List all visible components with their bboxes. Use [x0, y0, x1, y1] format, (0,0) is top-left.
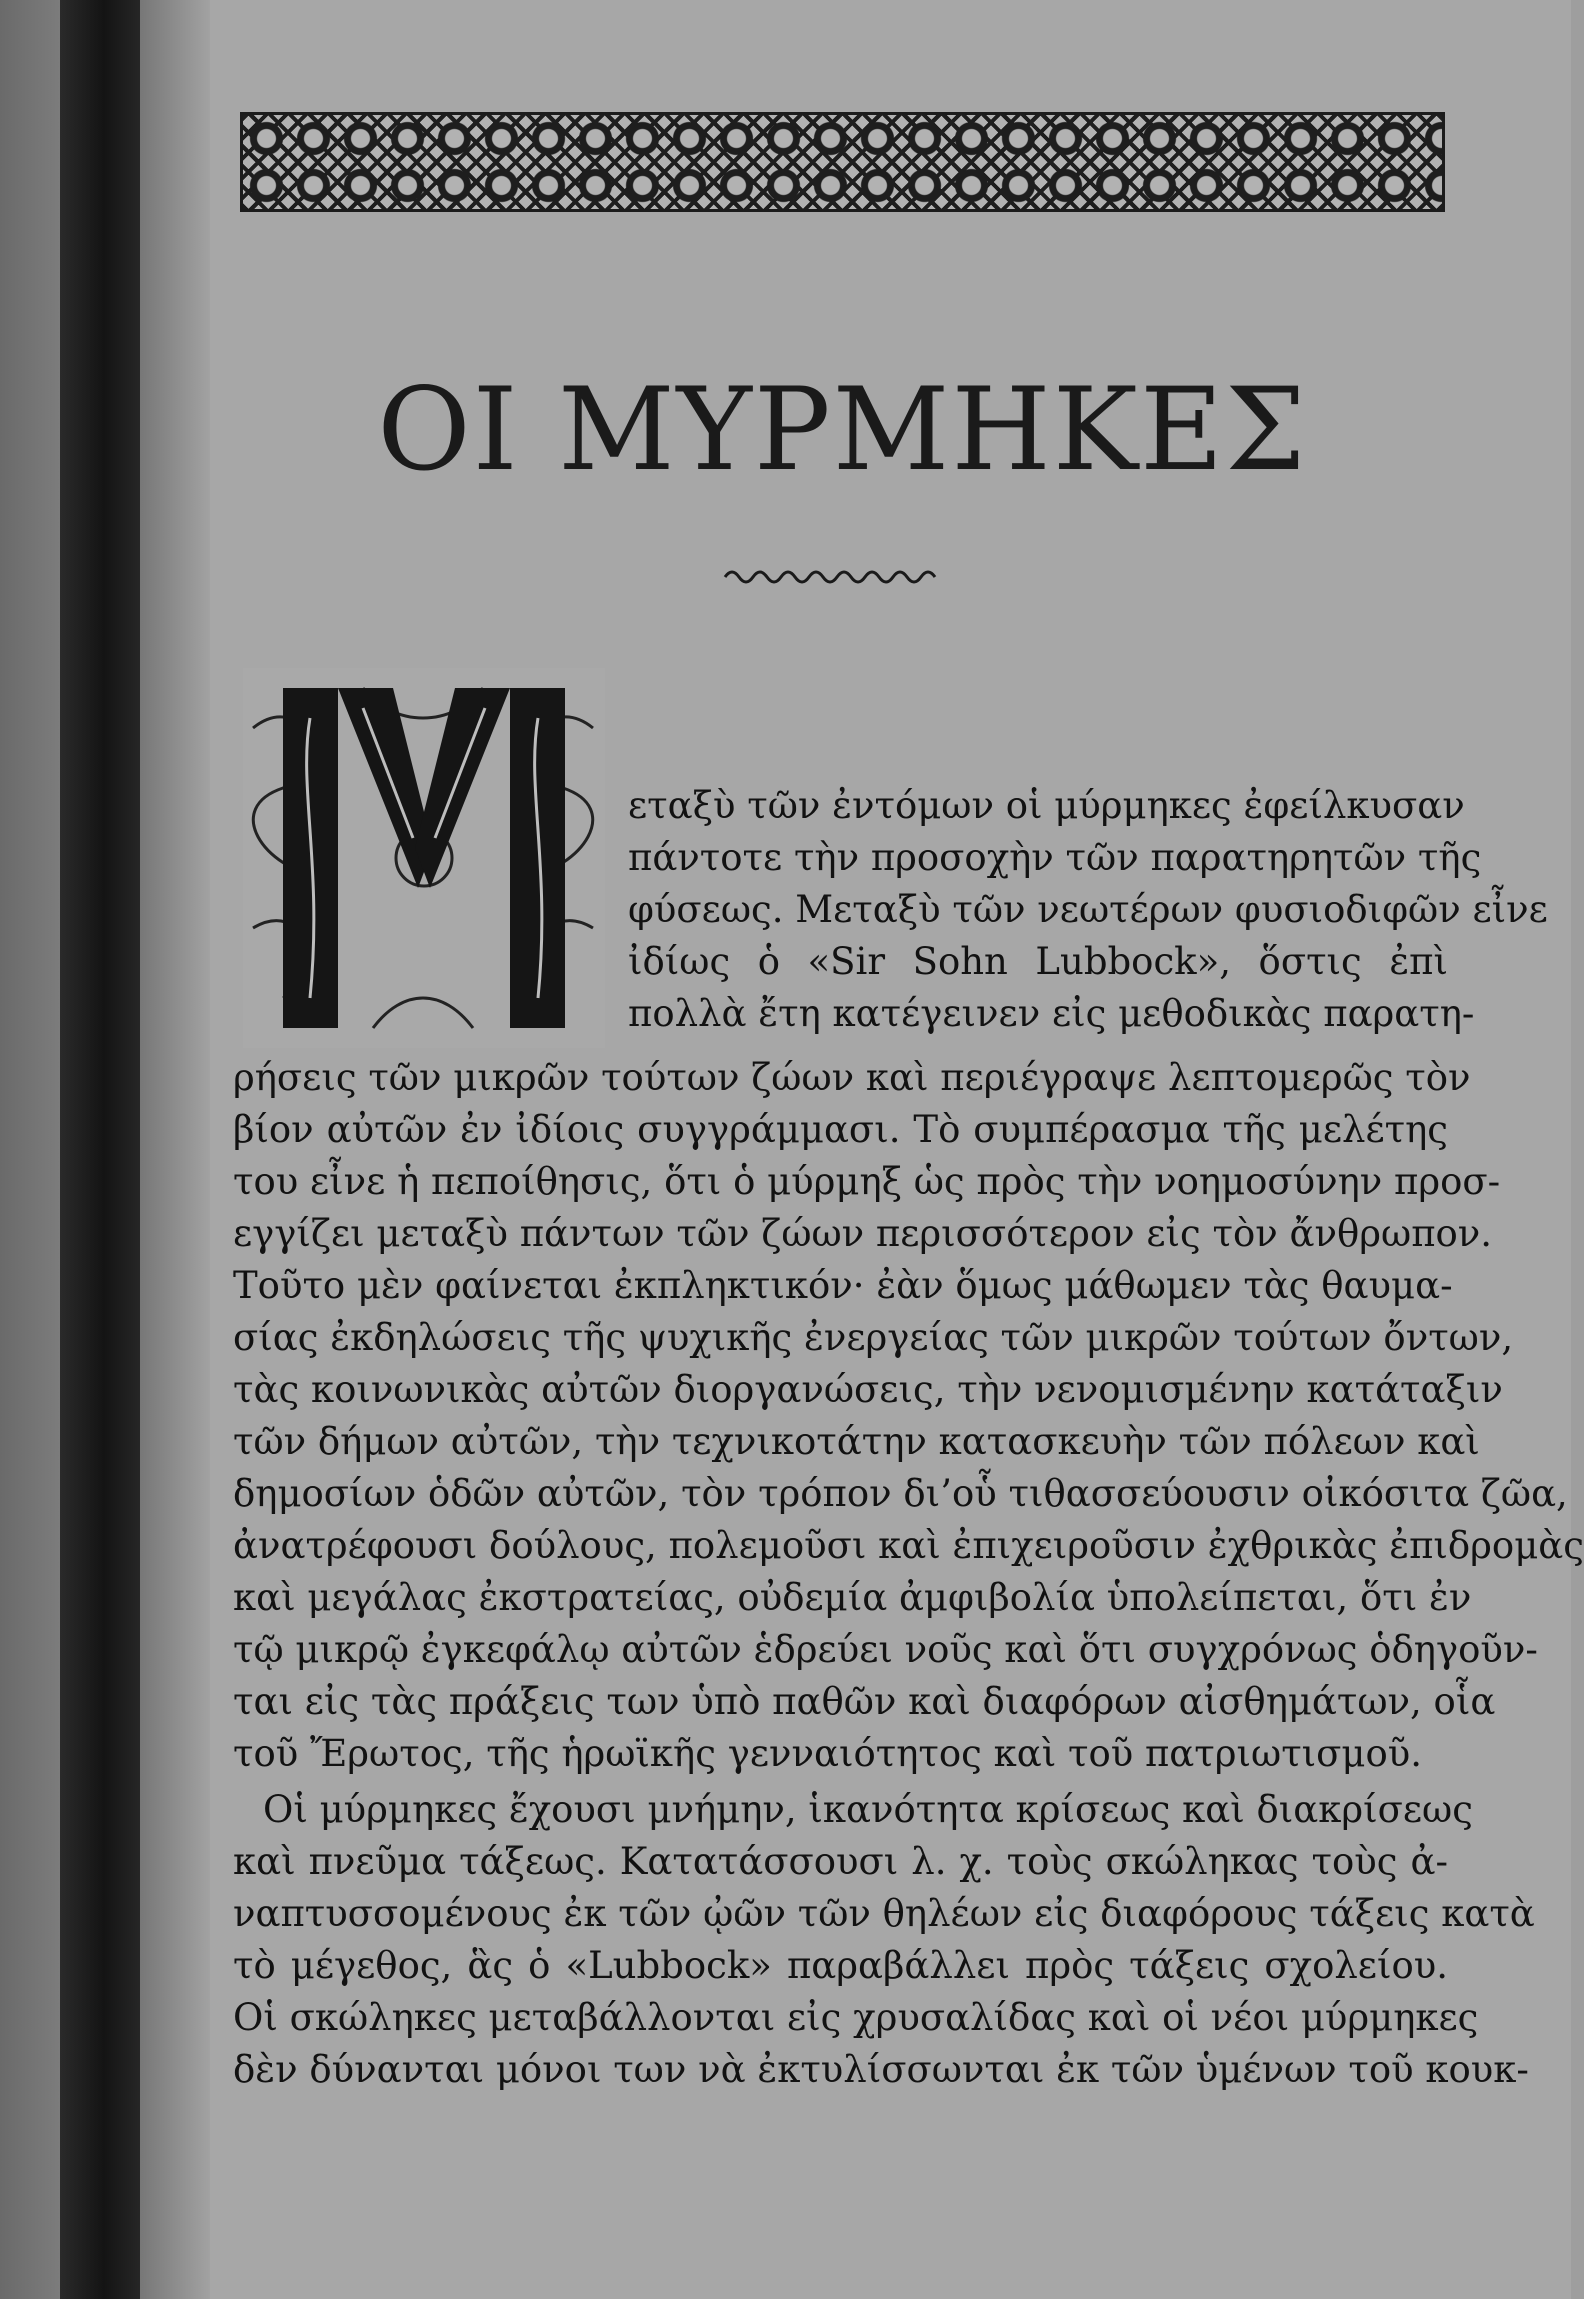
text-line: βίον αὐτῶν ἐν ἰδίοις συγγράμμασι. Τὸ συμπέρασμα τῆς μελέτης [233, 1108, 1448, 1151]
text-line: φύσεως. Μεταξὺ τῶν νεωτέρων φυσιοδιφῶν εἶνε [628, 888, 1548, 931]
text-line: πολλὰ ἔτη κατέγεινεν εἰς μεθοδικὰς παρατη- [628, 992, 1475, 1035]
text-line: Τοῦτο μὲν φαίνεται ἐκπληκτικόν· ἐὰν ὅμως μάθωμεν τὰς θαυμα- [233, 1264, 1453, 1307]
text-line: εγγίζει μεταξὺ πάντων τῶν ζώων περισσότερον εἰς τὸν ἄνθρωπον. [233, 1212, 1493, 1255]
text-line: πάντοτε τὴν προσοχὴν τῶν παρατηρητῶν τῆς [628, 836, 1482, 879]
text-line: Οἱ μύρμηκες ἔχουσι μνήμην, ἱκανότητα κρίσεως καὶ διακρίσεως [263, 1788, 1473, 1831]
text-line: του εἶνε ἡ πεποίθησις, ὅτι ὁ μύρμηξ ὡς πρὸς τὴν νοημοσύνην προσ- [233, 1160, 1501, 1203]
text-line: τοῦ Ἔρωτος, τῆς ἡρωϊκῆς γενναιότητος καὶ τοῦ πατριωτισμοῦ. [233, 1732, 1423, 1775]
text-line: δημοσίων ὁδῶν αὐτῶν, τὸν τρόπον δι’οὗ τιθασσεύουσιν οἰκόσιτα ζῶα, [233, 1472, 1568, 1515]
text-line: καὶ μεγάλας ἐκστρατείας, οὐδεμία ἀμφιβολία ὑπολείπεται, ὅτι ἐν [233, 1576, 1472, 1619]
chapter-title: ΟΙ ΜΥΡΜΗΚΕΣ [377, 363, 1308, 496]
text-line: εταξὺ τῶν ἐντόμων οἱ μύρμηκες ἐφείλκυσαν [628, 784, 1465, 827]
text-line: σίας ἐκδηλώσεις τῆς ψυχικῆς ἐνεργείας τῶν μικρῶν τούτων ὄντων, [233, 1316, 1514, 1359]
text-line: τῶν δήμων αὐτῶν, τὴν τεχνικοτάτην κατασκευὴν τῶν πόλεων καὶ [233, 1420, 1480, 1463]
ornamental-drop-cap-frame [243, 668, 605, 1048]
text-line: καὶ πνεῦμα τάξεως. Κατατάσσουσι λ. χ. τοὺς σκώληκας τοὺς ἀ- [233, 1840, 1448, 1883]
text-line: ρήσεις τῶν μικρῶν τούτων ζώων καὶ περιέγραψε λεπτομερῶς τὸν [233, 1056, 1471, 1099]
ornamental-squiggle-divider [725, 563, 935, 587]
text-line: τὰς κοινωνικὰς αὐτῶν διοργανώσεις, τὴν νενομισμένην κατάταξιν [233, 1368, 1503, 1411]
text-line: ἰδίως ὁ «Sir Sohn Lubbock», ὅστις ἐπὶ [628, 940, 1448, 983]
book-spine [60, 0, 140, 2299]
text-line: ται εἰς τὰς πράξεις των ὑπὸ παθῶν καὶ διαφόρων αἰσθημάτων, οἷα [233, 1680, 1496, 1723]
text-line: ἀνατρέφουσι δούλους, πολεμοῦσι καὶ ἐπιχειροῦσιν ἐχθρικὰς ἐπιδρομὰς [233, 1524, 1584, 1567]
page-gutter-shadow [140, 0, 210, 2299]
text-line: ναπτυσσομένους ἐκ τῶν ᾠῶν τῶν θηλέων εἰς διαφόρους τάξεις κατὰ [233, 1892, 1535, 1935]
decorative-header-band [240, 112, 1445, 212]
text-line: τῷ μικρῷ ἐγκεφάλῳ αὐτῶν ἑδρεύει νοῦς καὶ ὅτι συγχρόνως ὁδηγοῦν- [233, 1628, 1538, 1671]
text-line: τὸ μέγεθος, ἃς ὁ «Lubbock» παραβάλλει πρὸς τάξεις σχολείου. [233, 1944, 1448, 1987]
text-line: δὲν δύνανται μόνοι των νὰ ἐκτυλίσσωνται ἐκ τῶν ὑμένων τοῦ κουκ- [233, 2048, 1529, 2091]
text-line: Οἱ σκώληκες μεταβάλλονται εἰς χρυσαλίδας καὶ οἱ νέοι μύρμηκες [233, 1996, 1479, 2039]
book-cover-edge [0, 0, 60, 2299]
